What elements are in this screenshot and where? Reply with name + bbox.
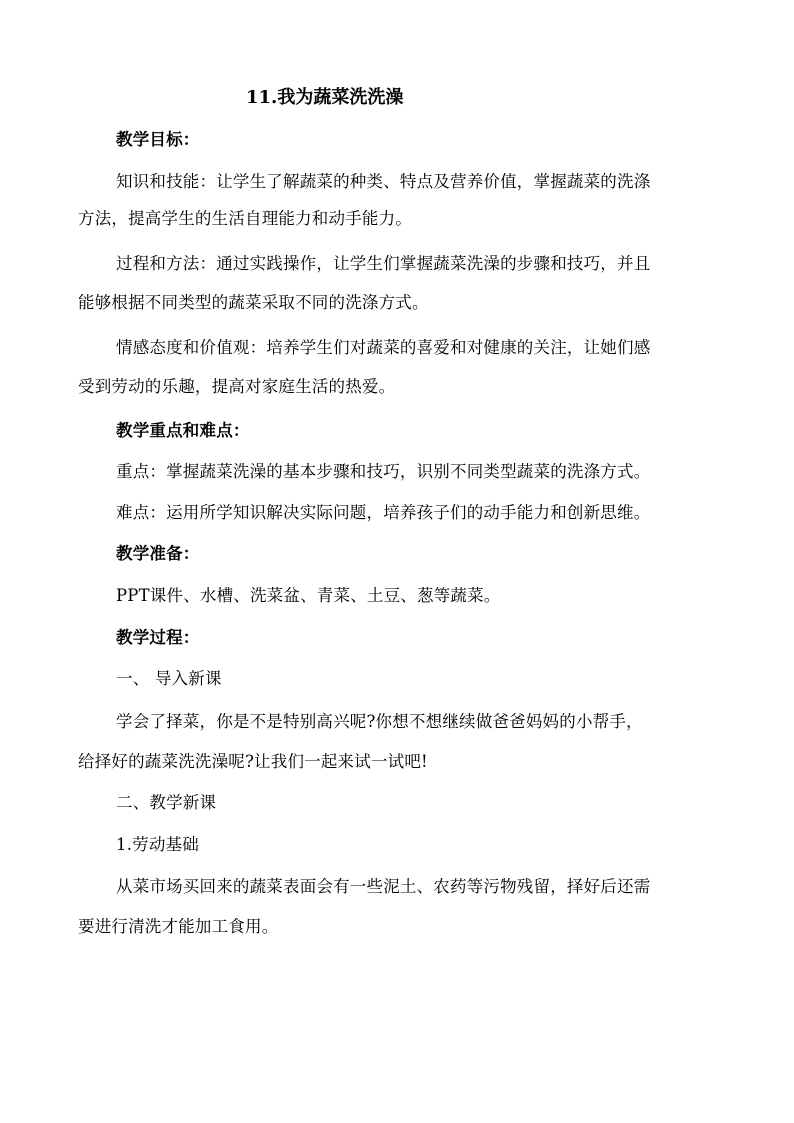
goal-emotion-line-2: 受到劳动的乐趣，提高对家庭生活的热爱。: [78, 377, 396, 396]
goal-knowledge-line-2: 方法，提高学生的生活自理能力和动手能力。: [78, 209, 412, 228]
sub1-text-line-2: 要进行清洗才能加工食用。: [78, 917, 279, 936]
key-point-text: 重点：掌握蔬菜洗澡的基本步骤和技巧，识别不同类型蔬菜的洗涤方式。: [116, 462, 651, 481]
page-title: 11.我为蔬菜洗洗澡: [246, 87, 404, 108]
preparation-items: PPT课件、水槽、洗菜盆、青菜、土豆、葱等蔬菜。: [116, 586, 501, 605]
step1-title: 一、 导入新课: [116, 669, 222, 688]
step1-text-line-1: 学会了择菜，你是不是特别高兴呢?你想不想继续做爸爸妈妈的小帮手，: [116, 712, 643, 731]
goal-knowledge-line-1: 知识和技能：让学生了解蔬菜的种类、特点及营养价值，掌握蔬菜的洗涤: [116, 172, 651, 191]
sub1-text-line-1: 从菜市场买回来的蔬菜表面会有一些泥土、农药等污物残留，择好后还需: [116, 877, 651, 896]
goal-process-line-2: 能够根据不同类型的蔬菜采取不同的洗涤方式。: [78, 293, 429, 312]
preparation-heading: 教学准备：: [116, 544, 200, 563]
goals-heading: 教学目标：: [116, 130, 200, 149]
sub1-title: 1.劳动基础: [116, 835, 199, 854]
process-heading: 教学过程：: [116, 628, 200, 647]
difficult-point-text: 难点：运用所学知识解决实际问题，培养孩子们的动手能力和创新思维。: [116, 503, 651, 522]
key-points-heading: 教学重点和难点：: [116, 421, 250, 440]
step2-title: 二、教学新课: [116, 793, 217, 812]
step1-text-line-2: 给择好的蔬菜洗洗澡呢?让我们一起来试一试吧!: [78, 752, 428, 771]
goal-emotion-line-1: 情感态度和价值观：培养学生们对蔬菜的喜爱和对健康的关注，让她们感: [116, 338, 651, 357]
goal-process-line-1: 过程和方法：通过实践操作，让学生们掌握蔬菜洗澡的步骤和技巧，并且: [116, 254, 651, 273]
